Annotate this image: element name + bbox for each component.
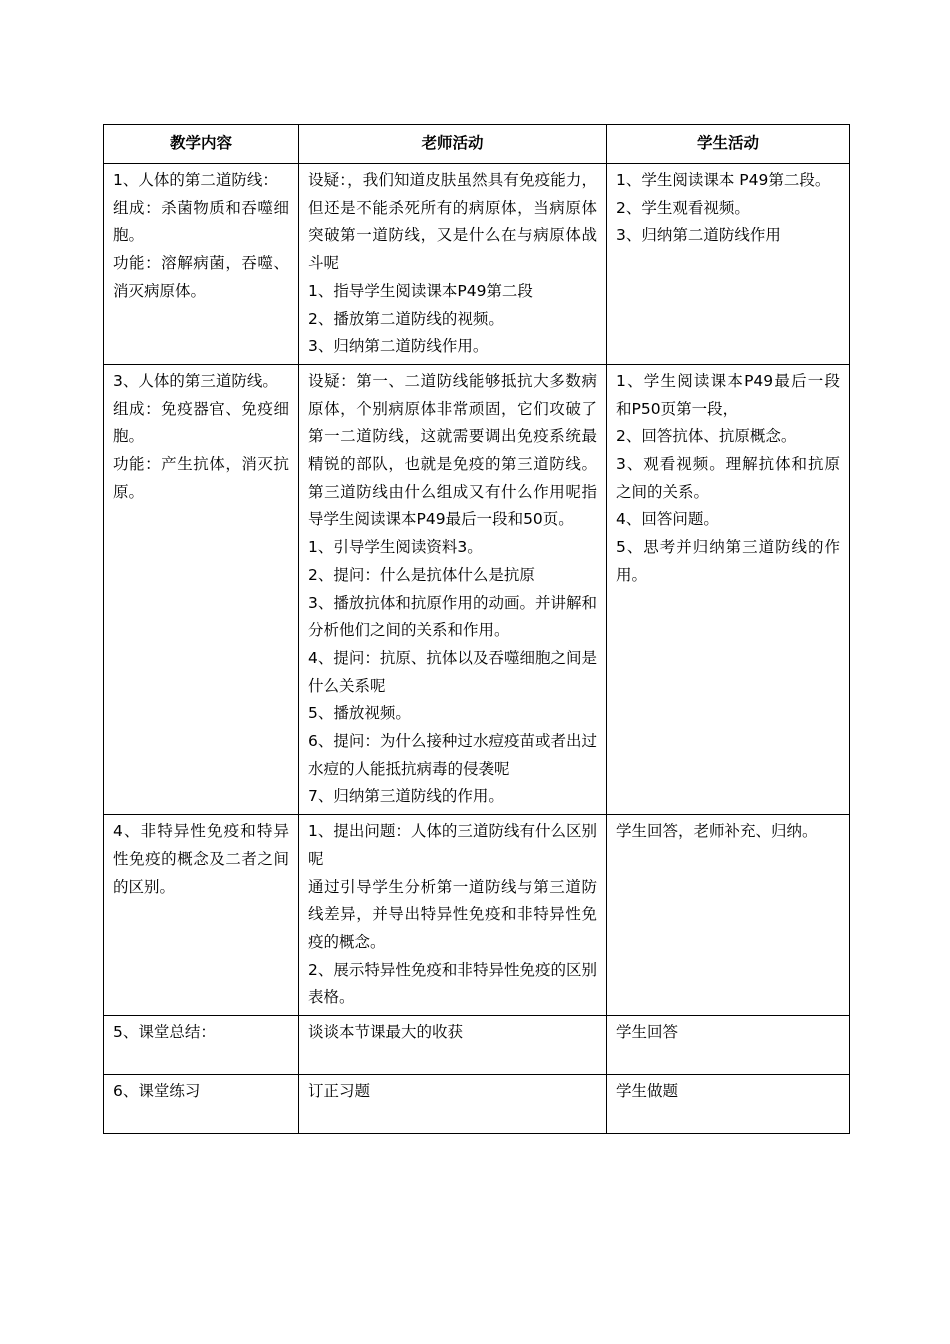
content-line: 功能：溶解病菌，吞噬、消灭病原体。 xyxy=(113,254,289,300)
content-cell xyxy=(104,1075,299,1134)
student-cell xyxy=(607,364,850,814)
header-content: 教学内容 xyxy=(104,125,299,164)
teacher-line: 1、引导学生阅读资料3。 xyxy=(308,538,483,557)
student-line: 学生做题 xyxy=(616,1082,679,1101)
student-line: 2、回答抗体、抗原概念。 xyxy=(616,427,797,446)
student-cell xyxy=(607,815,850,1016)
content-line: 组成：杀菌物质和吞噬细胞。 xyxy=(113,198,289,245)
table-row xyxy=(104,815,850,1016)
teacher-line: 1、提出问题：人体的三道防线有什么区别呢 xyxy=(308,822,597,868)
teacher-line: 3、归纳第二道防线作用。 xyxy=(308,337,489,356)
student-line: 5、思考并归纳第三道防线的作用。 xyxy=(616,538,840,584)
student-line: 3、归纳第二道防线作用 xyxy=(616,226,781,245)
content-line: 组成：免疫器官、免疫细胞。 xyxy=(113,399,289,446)
table-row xyxy=(104,164,850,365)
teacher-line: 6、提问：为什么接种过水痘疫苗或者出过水痘的人能抵抗病毒的侵袭呢 xyxy=(308,732,597,778)
table-row xyxy=(104,1016,850,1075)
lesson-plan-table xyxy=(103,124,850,1134)
teacher-line: 4、提问：抗原、抗体以及吞噬细胞之间是什么关系呢 xyxy=(308,648,597,695)
content-line: 5、课堂总结： xyxy=(113,1023,216,1042)
table-row xyxy=(104,1075,850,1134)
teacher-cell xyxy=(299,1075,607,1134)
header-teacher: 老师活动 xyxy=(299,125,607,164)
student-line: 1、学生阅读课本 P49第二段。 xyxy=(616,171,831,189)
teacher-line: 设疑：，我们知道皮肤虽然具有免疫能力，但还是不能杀死所有的病原体，当病原体突破第一道防线，又是什么在与病原体战斗呢 xyxy=(308,171,597,273)
teacher-line: 设疑：第一、二道防线能够抵抗大多数病原体，个别病原体非常顽固，它们攻破了第一二道防线，这就需要调出免疫系统最精锐的部队，也就是免疫的第三道防线。第三道防线由什么组成又有什么作用呢指导学生阅读课本P49最后一段和50页。 xyxy=(308,371,597,529)
content-cell xyxy=(104,164,299,365)
content-cell xyxy=(104,1016,299,1075)
student-cell xyxy=(607,164,850,365)
student-cell xyxy=(607,1016,850,1075)
student-line: 学生回答，老师补充、归纳。 xyxy=(616,822,818,841)
teacher-line: 2、播放第二道防线的视频。 xyxy=(308,309,504,328)
student-line: 3、观看视频。理解抗体和抗原之间的关系。 xyxy=(616,455,840,501)
teacher-cell xyxy=(299,364,607,814)
content-cell xyxy=(104,815,299,1016)
student-line: 2、学生观看视频。 xyxy=(616,198,750,217)
teacher-cell xyxy=(299,815,607,1016)
teacher-line: 1、指导学生阅读课本P49第二段 xyxy=(308,281,533,300)
student-line: 4、回答问题。 xyxy=(616,510,719,529)
teacher-line: 谈谈本节课最大的收获 xyxy=(308,1023,464,1042)
teacher-line: 订正习题 xyxy=(308,1082,371,1101)
table-row xyxy=(104,364,850,814)
student-line: 1、学生阅读课本P49最后一段和P50页第一段， xyxy=(616,371,840,418)
content-line: 功能：产生抗体，消灭抗原。 xyxy=(113,455,289,501)
content-cell xyxy=(104,364,299,814)
teacher-line: 2、提问：什么是抗体什么是抗原 xyxy=(308,565,535,584)
teacher-line: 3、播放抗体和抗原作用的动画。并讲解和分析他们之间的关系和作用。 xyxy=(308,593,597,640)
header-row xyxy=(104,125,850,164)
teacher-line: 通过引导学生分析第一道防线与第三道防线差异，并导出特异性免疫和非特异性免疫的概念。 xyxy=(308,877,597,951)
content-line: 4、非特异性免疫和特异性免疫的概念及二者之间的区别。 xyxy=(113,822,289,896)
teacher-cell xyxy=(299,164,607,365)
header-student: 学生活动 xyxy=(607,125,850,164)
content-line: 6、课堂练习 xyxy=(113,1082,201,1101)
teacher-line: 5、播放视频。 xyxy=(308,704,411,723)
teacher-line: 2、展示特异性免疫和非特异性免疫的区别表格。 xyxy=(308,960,597,1007)
student-line: 学生回答 xyxy=(616,1023,679,1042)
teacher-cell xyxy=(299,1016,607,1075)
teacher-line: 7、归纳第三道防线的作用。 xyxy=(308,787,504,806)
content-line: 3、人体的第三道防线。 xyxy=(113,371,278,390)
content-line: 1、人体的第二道防线： xyxy=(113,171,278,189)
student-cell xyxy=(607,1075,850,1134)
